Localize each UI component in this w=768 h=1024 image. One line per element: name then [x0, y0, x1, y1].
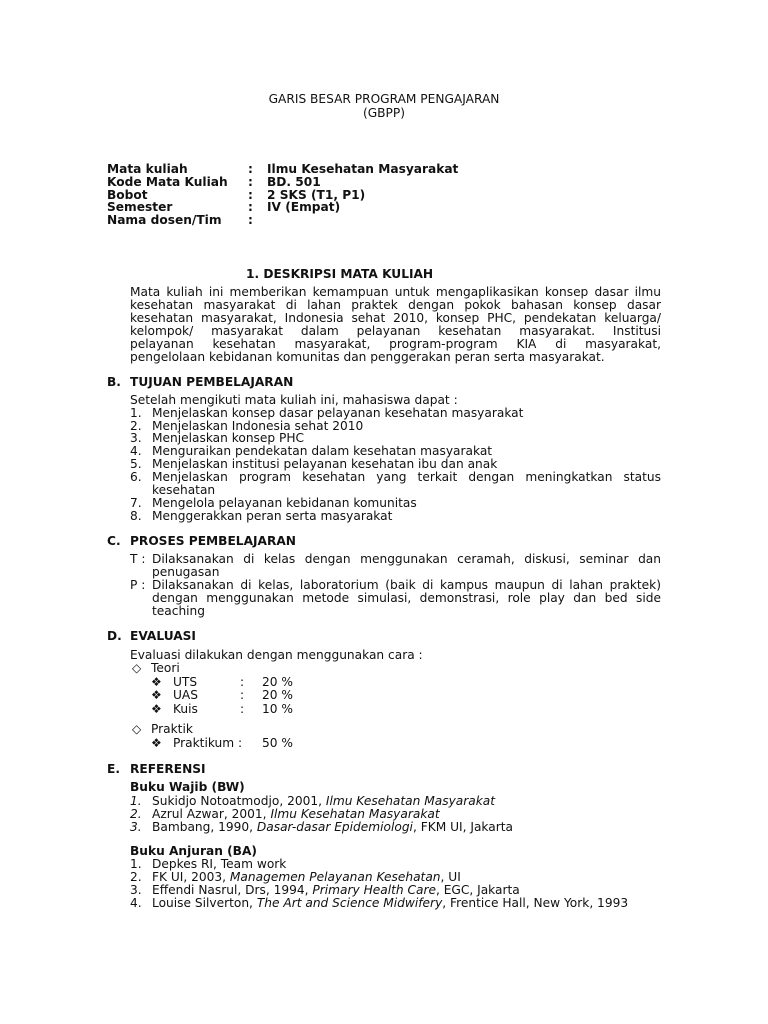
- info-label-semester: Semester: [107, 200, 173, 214]
- evaluation-item-value: 20 %: [262, 675, 293, 689]
- evaluation-item-name: Kuis: [173, 702, 198, 716]
- list-number: 7.: [130, 496, 142, 510]
- evaluation-item-value: 20 %: [262, 688, 293, 702]
- description-line: pelayanan kesehatan masyarakat, program-program KIA di masyarakat,: [130, 336, 661, 351]
- info-value-semester: IV (Empat): [267, 200, 341, 214]
- list-item: Menjelaskan Indonesia sehat 2010: [152, 419, 364, 433]
- list-number: 1.: [130, 794, 142, 808]
- info-value-course: Ilmu Kesehatan Masyarakat: [267, 162, 459, 176]
- info-label-code: Kode Mata Kuliah: [107, 175, 228, 189]
- section-references-heading: REFERENSI: [130, 762, 206, 776]
- description-line: Mata kuliah ini memberikan kemampuan untuk mengaplikasikan konsep dasar ilmu: [130, 285, 661, 299]
- diamond-bullet-icon: ◇: [132, 661, 142, 675]
- evaluation-group-label: Teori: [151, 661, 180, 675]
- list-number: 3.: [130, 883, 142, 897]
- evaluation-item-name: UTS: [173, 675, 198, 689]
- list-number: 2.: [130, 870, 142, 884]
- info-sep: :: [248, 200, 253, 214]
- list-number: 1.: [130, 857, 142, 871]
- objectives-intro: Setelah mengikuti mata kuliah ini, mahasiswa dapat :: [130, 393, 458, 407]
- reference-item: FK UI, 2003, Managemen Pelayanan Kesehatan, UI: [152, 870, 461, 884]
- list-item: Menjelaskan konsep dasar pelayanan kesehatan masyarakat: [152, 406, 524, 420]
- list-number: 4.: [130, 896, 142, 910]
- list-item-line: kesehatan: [152, 482, 216, 497]
- section-letter: C.: [107, 534, 121, 548]
- list-number: 6.: [130, 470, 142, 484]
- evaluation-item-name: UAS: [173, 688, 198, 702]
- description-line: kesehatan masyarakat di lahan praktek dengan pokok bahasan konsep dasar: [130, 297, 661, 312]
- process-line: teaching: [152, 603, 206, 618]
- document-title: GARIS BESAR PROGRAM PENGAJARAN: [268, 92, 500, 106]
- description-line: pengelolaan kebidanan komunitas dan penggerakan peran serta masyarakat.: [130, 349, 605, 364]
- list-item-line: Menjelaskan program kesehatan yang terkait dengan meningkatkan status: [152, 470, 661, 484]
- evaluation-item-sep: :: [240, 688, 245, 702]
- section-letter: D.: [107, 629, 122, 643]
- list-number: 8.: [130, 509, 142, 523]
- description-paragraph: [130, 286, 661, 363]
- clover-bullet-icon: ❖: [151, 736, 162, 750]
- list-number: 2.: [130, 419, 142, 433]
- process-line: dengan menggunakan metode simulasi, demonstrasi, role play dan bed side: [152, 590, 661, 605]
- section-objectives-heading: TUJUAN PEMBELAJARAN: [130, 375, 294, 389]
- process-line: Dilaksanakan di kelas dengan menggunakan ceramah, diskusi, seminar dan: [152, 552, 661, 566]
- evaluation-item-sep: :: [240, 675, 245, 689]
- list-item: Menguraikan pendekatan dalam kesehatan masyarakat: [152, 444, 493, 458]
- list-item: [152, 471, 661, 497]
- info-sep: :: [248, 175, 253, 189]
- evaluation-item-value: 10 %: [262, 702, 293, 716]
- section-letter: B.: [107, 375, 121, 389]
- list-number: 4.: [130, 444, 142, 458]
- info-label-lecturer: Nama dosen/Tim: [107, 213, 222, 227]
- clover-bullet-icon: ❖: [151, 675, 162, 689]
- process-label: T :: [130, 552, 146, 566]
- reference-item: Sukidjo Notoatmodjo, 2001, Ilmu Kesehatan Masyarakat: [152, 794, 496, 808]
- recommended-books-heading: Buku Anjuran (BA): [130, 844, 257, 858]
- list-item: Menjelaskan konsep PHC: [152, 431, 305, 445]
- info-sep: :: [248, 162, 253, 176]
- evaluation-item-value: 50 %: [262, 736, 293, 750]
- list-number: 5.: [130, 457, 142, 471]
- list-number: 3.: [130, 431, 142, 445]
- description-line: kesehatan masyarakat, Indonesia sehat 2010, konsep PHC, pendekatan keluarga/: [130, 310, 661, 325]
- reference-item: Azrul Azwar, 2001, Ilmu Kesehatan Masyarakat: [152, 807, 440, 821]
- section-letter: E.: [107, 762, 120, 776]
- list-number: 2.: [130, 807, 142, 821]
- reference-item: Effendi Nasrul, Drs, 1994, Primary Health Care, EGC, Jakarta: [152, 883, 520, 897]
- section-process-heading: PROSES PEMBELAJARAN: [130, 534, 296, 548]
- reference-item: Louise Silverton, The Art and Science Midwifery, Frentice Hall, New York, 1993: [152, 896, 629, 910]
- diamond-bullet-icon: ◇: [132, 722, 142, 736]
- clover-bullet-icon: ❖: [151, 688, 162, 702]
- section-evaluation-heading: EVALUASI: [130, 629, 196, 643]
- evaluation-item-sep: :: [240, 702, 245, 716]
- document-subtitle: (GBPP): [362, 106, 405, 120]
- process-line: penugasan: [152, 564, 220, 579]
- process-line: Dilaksanakan di kelas, laboratorium (baik di kampus maupun di lahan praktek): [152, 578, 661, 592]
- info-label-weight: Bobot: [107, 188, 148, 202]
- list-item: Mengelola pelayanan kebidanan komunitas: [152, 496, 417, 510]
- list-number: 1.: [130, 406, 142, 420]
- evaluation-intro: Evaluasi dilakukan dengan menggunakan cara :: [130, 648, 423, 662]
- clover-bullet-icon: ❖: [151, 702, 162, 716]
- list-number: 3.: [130, 820, 142, 834]
- process-text: [152, 553, 661, 579]
- reference-item: Depkes RI, Team work: [152, 857, 287, 871]
- info-value-code: BD. 501: [267, 175, 321, 189]
- evaluation-group-label: Praktik: [151, 722, 193, 736]
- info-sep: :: [248, 188, 253, 202]
- info-sep: :: [248, 213, 253, 227]
- info-label-course: Mata kuliah: [107, 162, 188, 176]
- evaluation-item-name: Praktikum :: [173, 736, 243, 750]
- reference-item: Bambang, 1990, Dasar-dasar Epidemiologi, FKM UI, Jakarta: [152, 820, 513, 834]
- required-books-heading: Buku Wajib (BW): [130, 780, 245, 794]
- list-item: Menjelaskan institusi pelayanan kesehatan ibu dan anak: [152, 457, 498, 471]
- process-text: [152, 579, 661, 618]
- info-value-weight: 2 SKS (T1, P1): [267, 188, 366, 202]
- list-item: Menggerakkan peran serta masyarakat: [152, 509, 393, 523]
- description-line: kelompok/ masyarakat dalam pelayanan kesehatan masyarakat. Institusi: [130, 323, 661, 338]
- section-description-heading: 1. DESKRIPSI MATA KULIAH: [246, 267, 434, 281]
- process-label: P :: [130, 578, 146, 592]
